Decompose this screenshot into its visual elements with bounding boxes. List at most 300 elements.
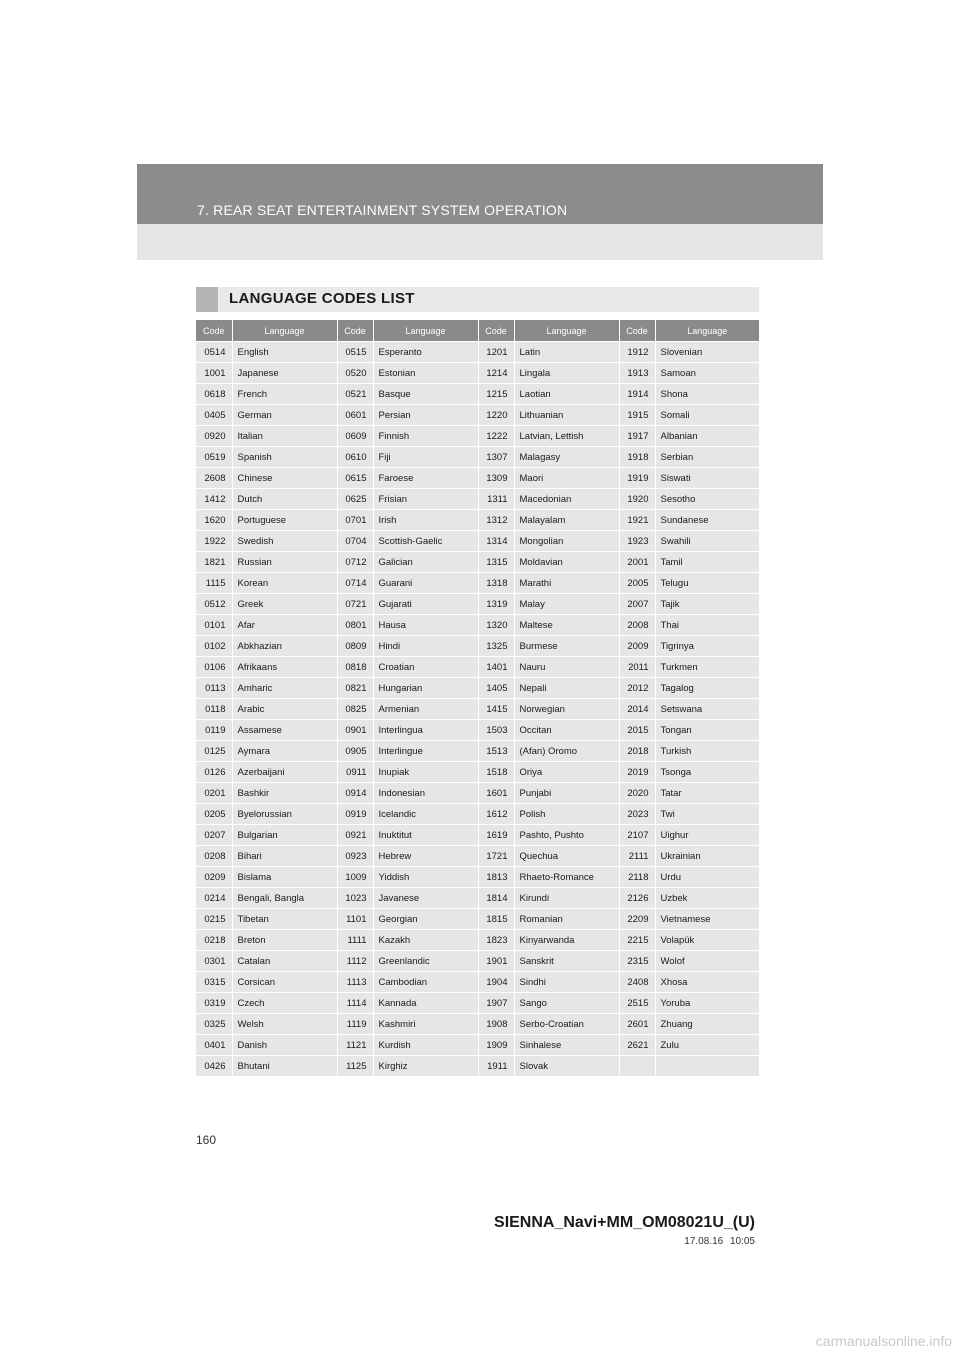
language-name-cell: Xhosa — [655, 972, 759, 993]
language-code-cell: 0218 — [196, 930, 232, 951]
language-name-cell: Arabic — [232, 699, 337, 720]
language-code-cell: 1918 — [619, 447, 655, 468]
language-code-cell: 0625 — [337, 489, 373, 510]
language-code-cell: 1125 — [337, 1056, 373, 1077]
language-code-cell: 0208 — [196, 846, 232, 867]
language-code-cell: 0119 — [196, 720, 232, 741]
table-row — [196, 405, 759, 426]
language-name-cell: Korean — [232, 573, 337, 594]
language-code-cell: 1911 — [478, 1056, 514, 1077]
language-code-cell: 0209 — [196, 867, 232, 888]
language-name-cell: Tamil — [655, 552, 759, 573]
column-header: Language — [514, 320, 619, 342]
language-code-cell: 1315 — [478, 552, 514, 573]
language-name-cell: Malagasy — [514, 447, 619, 468]
language-name-cell: Latin — [514, 342, 619, 363]
language-code-cell: 0520 — [337, 363, 373, 384]
language-name-cell: Catalan — [232, 951, 337, 972]
chapter-header-subband — [137, 224, 823, 260]
language-name-cell: (Afan) Oromo — [514, 741, 619, 762]
language-name-cell: Sesotho — [655, 489, 759, 510]
language-name-cell: Sundanese — [655, 510, 759, 531]
language-code-cell: 0301 — [196, 951, 232, 972]
language-name-cell: Swedish — [232, 531, 337, 552]
table-row — [196, 972, 759, 993]
language-code-cell: 1908 — [478, 1014, 514, 1035]
column-header: Code — [619, 320, 655, 342]
language-code-cell: 2011 — [619, 657, 655, 678]
language-name-cell: Tajik — [655, 594, 759, 615]
language-code-cell: 0106 — [196, 657, 232, 678]
language-name-cell: Kannada — [373, 993, 478, 1014]
language-code-cell: 0515 — [337, 342, 373, 363]
language-code-cell: 0825 — [337, 699, 373, 720]
language-name-cell: Bislama — [232, 867, 337, 888]
language-name-cell: Estonian — [373, 363, 478, 384]
language-code-cell: 0701 — [337, 510, 373, 531]
language-name-cell: Aymara — [232, 741, 337, 762]
language-code-cell: 1111 — [337, 930, 373, 951]
language-code-cell: 2209 — [619, 909, 655, 930]
table-row — [196, 636, 759, 657]
language-name-cell: Azerbaijani — [232, 762, 337, 783]
language-code-cell: 1220 — [478, 405, 514, 426]
language-name-cell: Hausa — [373, 615, 478, 636]
language-name-cell: Frisian — [373, 489, 478, 510]
language-name-cell: Zulu — [655, 1035, 759, 1056]
language-name-cell: Amharic — [232, 678, 337, 699]
language-code-cell: 1612 — [478, 804, 514, 825]
language-name-cell: Occitan — [514, 720, 619, 741]
language-name-cell: Serbo-Croatian — [514, 1014, 619, 1035]
language-code-cell: 0914 — [337, 783, 373, 804]
language-code-cell: 1814 — [478, 888, 514, 909]
language-code-cell: 2018 — [619, 741, 655, 762]
language-name-cell: Welsh — [232, 1014, 337, 1035]
language-name-cell: Rhaeto-Romance — [514, 867, 619, 888]
language-name-cell: Polish — [514, 804, 619, 825]
language-code-cell: 1503 — [478, 720, 514, 741]
language-code-cell: 1518 — [478, 762, 514, 783]
language-name-cell: Yiddish — [373, 867, 478, 888]
table-row — [196, 804, 759, 825]
language-name-cell: Maori — [514, 468, 619, 489]
language-code-cell: 1821 — [196, 552, 232, 573]
language-code-cell: 0911 — [337, 762, 373, 783]
language-code-cell: 2023 — [619, 804, 655, 825]
table-row — [196, 468, 759, 489]
language-name-cell: Byelorussian — [232, 804, 337, 825]
language-code-cell: 2008 — [619, 615, 655, 636]
language-code-cell: 2118 — [619, 867, 655, 888]
language-code-cell: 0126 — [196, 762, 232, 783]
language-codes-table — [196, 320, 759, 1076]
language-code-cell: 0923 — [337, 846, 373, 867]
language-name-cell: Danish — [232, 1035, 337, 1056]
language-name-cell: Somali — [655, 405, 759, 426]
language-code-cell: 1405 — [478, 678, 514, 699]
language-code-cell: 0319 — [196, 993, 232, 1014]
column-header: Language — [655, 320, 759, 342]
language-name-cell: Faroese — [373, 468, 478, 489]
language-name-cell: Uighur — [655, 825, 759, 846]
language-name-cell: Tibetan — [232, 909, 337, 930]
language-name-cell: Abkhazian — [232, 636, 337, 657]
language-name-cell: Slovenian — [655, 342, 759, 363]
table-row — [196, 1056, 759, 1077]
table-row — [196, 447, 759, 468]
language-name-cell: Afar — [232, 615, 337, 636]
language-name-cell: Swahili — [655, 531, 759, 552]
language-name-cell: Sindhi — [514, 972, 619, 993]
language-code-cell: 1325 — [478, 636, 514, 657]
language-code-cell: 0521 — [337, 384, 373, 405]
language-name-cell: Ukrainian — [655, 846, 759, 867]
language-name-cell: Scottish-Gaelic — [373, 531, 478, 552]
language-name-cell: Kirghiz — [373, 1056, 478, 1077]
table-row — [196, 951, 759, 972]
language-code-cell: 1314 — [478, 531, 514, 552]
language-code-cell: 1113 — [337, 972, 373, 993]
table-row — [196, 1014, 759, 1035]
language-name-cell: Hindi — [373, 636, 478, 657]
language-code-cell: 1311 — [478, 489, 514, 510]
language-name-cell: Macedonian — [514, 489, 619, 510]
language-name-cell: Italian — [232, 426, 337, 447]
language-code-cell: 1921 — [619, 510, 655, 531]
language-name-cell: Gujarati — [373, 594, 478, 615]
language-code-cell: 2019 — [619, 762, 655, 783]
language-code-cell: 0426 — [196, 1056, 232, 1077]
table-row — [196, 783, 759, 804]
language-code-cell: 0214 — [196, 888, 232, 909]
language-name-cell: Setswana — [655, 699, 759, 720]
table-row — [196, 720, 759, 741]
language-name-cell: German — [232, 405, 337, 426]
language-name-cell: Georgian — [373, 909, 478, 930]
language-name-cell: Tigrinya — [655, 636, 759, 657]
language-name-cell — [655, 1056, 759, 1077]
language-code-cell: 0921 — [337, 825, 373, 846]
language-code-cell: 0118 — [196, 699, 232, 720]
language-code-cell: 2020 — [619, 783, 655, 804]
language-code-cell: 0215 — [196, 909, 232, 930]
language-name-cell: Maltese — [514, 615, 619, 636]
language-code-cell: 1904 — [478, 972, 514, 993]
language-code-cell: 2009 — [619, 636, 655, 657]
language-code-cell: 1901 — [478, 951, 514, 972]
language-code-cell: 1319 — [478, 594, 514, 615]
language-name-cell: Indonesian — [373, 783, 478, 804]
language-name-cell: Uzbek — [655, 888, 759, 909]
language-code-cell: 2215 — [619, 930, 655, 951]
language-name-cell: Marathi — [514, 573, 619, 594]
table-row — [196, 510, 759, 531]
language-name-cell: Turkish — [655, 741, 759, 762]
language-code-cell: 0712 — [337, 552, 373, 573]
language-name-cell: Wolof — [655, 951, 759, 972]
language-name-cell: Turkmen — [655, 657, 759, 678]
table-row — [196, 615, 759, 636]
language-code-cell: 2621 — [619, 1035, 655, 1056]
language-code-cell: 1320 — [478, 615, 514, 636]
table-row — [196, 741, 759, 762]
language-code-cell: 2408 — [619, 972, 655, 993]
language-name-cell: Serbian — [655, 447, 759, 468]
language-name-cell: Burmese — [514, 636, 619, 657]
language-name-cell: Bengali, Bangla — [232, 888, 337, 909]
language-name-cell: Slovak — [514, 1056, 619, 1077]
table-row — [196, 594, 759, 615]
language-name-cell: Laotian — [514, 384, 619, 405]
language-code-cell: 1214 — [478, 363, 514, 384]
language-name-cell: Javanese — [373, 888, 478, 909]
language-name-cell: Croatian — [373, 657, 478, 678]
language-name-cell: Yoruba — [655, 993, 759, 1014]
language-name-cell: Tsonga — [655, 762, 759, 783]
language-name-cell: Guarani — [373, 573, 478, 594]
language-code-cell: 2111 — [619, 846, 655, 867]
section-heading — [196, 287, 759, 312]
language-name-cell: Russian — [232, 552, 337, 573]
language-code-cell: 0601 — [337, 405, 373, 426]
language-code-cell: 1909 — [478, 1035, 514, 1056]
language-code-cell: 1115 — [196, 573, 232, 594]
language-name-cell: Afrikaans — [232, 657, 337, 678]
language-name-cell: Spanish — [232, 447, 337, 468]
language-name-cell: Oriya — [514, 762, 619, 783]
language-code-cell: 1215 — [478, 384, 514, 405]
language-code-cell: 1318 — [478, 573, 514, 594]
language-name-cell: Corsican — [232, 972, 337, 993]
table-row — [196, 384, 759, 405]
language-name-cell: Greek — [232, 594, 337, 615]
language-code-cell: 1922 — [196, 531, 232, 552]
print-timestamp: 17.08.16 10:05 — [684, 1236, 755, 1247]
language-code-cell: 1923 — [619, 531, 655, 552]
language-name-cell: French — [232, 384, 337, 405]
table-row — [196, 573, 759, 594]
language-code-cell: 2515 — [619, 993, 655, 1014]
language-name-cell: Tongan — [655, 720, 759, 741]
language-code-cell: 0113 — [196, 678, 232, 699]
column-header: Language — [373, 320, 478, 342]
language-code-cell: 1907 — [478, 993, 514, 1014]
language-code-cell: 1309 — [478, 468, 514, 489]
language-code-cell: 0512 — [196, 594, 232, 615]
language-name-cell: Malay — [514, 594, 619, 615]
language-name-cell: Twi — [655, 804, 759, 825]
language-name-cell: Siswati — [655, 468, 759, 489]
table-row — [196, 342, 759, 363]
language-code-cell: 1513 — [478, 741, 514, 762]
language-code-cell: 1412 — [196, 489, 232, 510]
table-row — [196, 426, 759, 447]
language-name-cell: Norwegian — [514, 699, 619, 720]
table-row — [196, 699, 759, 720]
table-row — [196, 888, 759, 909]
language-name-cell: Sanskrit — [514, 951, 619, 972]
language-code-cell: 0125 — [196, 741, 232, 762]
language-code-cell: 1823 — [478, 930, 514, 951]
heading-marker — [196, 287, 218, 312]
language-code-cell: 0821 — [337, 678, 373, 699]
table-row — [196, 552, 759, 573]
table-row — [196, 531, 759, 552]
table-row — [196, 846, 759, 867]
language-code-cell: 0618 — [196, 384, 232, 405]
language-code-cell: 1915 — [619, 405, 655, 426]
language-name-cell: Kazakh — [373, 930, 478, 951]
chapter-title: 7. REAR SEAT ENTERTAINMENT SYSTEM OPERATION — [197, 202, 568, 218]
language-name-cell: Finnish — [373, 426, 478, 447]
chapter-header-band — [137, 164, 823, 224]
language-name-cell: Thai — [655, 615, 759, 636]
language-code-cell: 0519 — [196, 447, 232, 468]
language-code-cell: 1307 — [478, 447, 514, 468]
language-name-cell: Lithuanian — [514, 405, 619, 426]
language-code-cell: 1620 — [196, 510, 232, 531]
language-code-cell: 1912 — [619, 342, 655, 363]
language-code-cell: 1919 — [619, 468, 655, 489]
language-code-cell: 0101 — [196, 615, 232, 636]
language-name-cell: Inupiak — [373, 762, 478, 783]
language-code-cell: 0514 — [196, 342, 232, 363]
language-code-cell: 1312 — [478, 510, 514, 531]
language-name-cell: Hebrew — [373, 846, 478, 867]
language-code-cell: 1201 — [478, 342, 514, 363]
language-code-cell: 2014 — [619, 699, 655, 720]
language-name-cell: Icelandic — [373, 804, 478, 825]
language-code-cell: 1114 — [337, 993, 373, 1014]
language-code-cell: 0714 — [337, 573, 373, 594]
language-code-cell: 1119 — [337, 1014, 373, 1035]
language-name-cell: Kinyarwanda — [514, 930, 619, 951]
language-name-cell: Galician — [373, 552, 478, 573]
language-name-cell: Tagalog — [655, 678, 759, 699]
language-code-cell: 0205 — [196, 804, 232, 825]
language-name-cell: Portuguese — [232, 510, 337, 531]
language-code-cell: 0920 — [196, 426, 232, 447]
language-name-cell: Kirundi — [514, 888, 619, 909]
language-code-cell: 1121 — [337, 1035, 373, 1056]
language-code-cell: 1813 — [478, 867, 514, 888]
language-name-cell: Nepali — [514, 678, 619, 699]
language-code-cell: 0609 — [337, 426, 373, 447]
language-name-cell: Urdu — [655, 867, 759, 888]
table-row — [196, 1035, 759, 1056]
language-name-cell: Esperanto — [373, 342, 478, 363]
language-code-cell: 1023 — [337, 888, 373, 909]
table-row — [196, 825, 759, 846]
language-code-cell: 2001 — [619, 552, 655, 573]
language-code-cell: 1914 — [619, 384, 655, 405]
column-header: Code — [337, 320, 373, 342]
language-name-cell: Kurdish — [373, 1035, 478, 1056]
language-name-cell: Dutch — [232, 489, 337, 510]
language-name-cell: Zhuang — [655, 1014, 759, 1035]
section-title: LANGUAGE CODES LIST — [229, 290, 415, 307]
language-code-cell: 1009 — [337, 867, 373, 888]
language-name-cell: Fiji — [373, 447, 478, 468]
language-code-cell: 1619 — [478, 825, 514, 846]
language-code-cell: 0809 — [337, 636, 373, 657]
language-name-cell: Inuktitut — [373, 825, 478, 846]
language-code-cell: 1815 — [478, 909, 514, 930]
language-name-cell: Volapük — [655, 930, 759, 951]
column-header: Language — [232, 320, 337, 342]
language-code-cell: 0401 — [196, 1035, 232, 1056]
language-name-cell: Telugu — [655, 573, 759, 594]
language-code-cell: 0901 — [337, 720, 373, 741]
language-code-cell: 0207 — [196, 825, 232, 846]
language-name-cell: Chinese — [232, 468, 337, 489]
language-code-cell: 1415 — [478, 699, 514, 720]
language-name-cell: Japanese — [232, 363, 337, 384]
language-code-cell: 0325 — [196, 1014, 232, 1035]
language-name-cell: Sango — [514, 993, 619, 1014]
language-code-cell: 0721 — [337, 594, 373, 615]
language-code-cell: 0818 — [337, 657, 373, 678]
language-name-cell: Cambodian — [373, 972, 478, 993]
language-name-cell: Interlingua — [373, 720, 478, 741]
language-name-cell: Vietnamese — [655, 909, 759, 930]
language-name-cell: Interlingue — [373, 741, 478, 762]
language-name-cell: Shona — [655, 384, 759, 405]
language-name-cell: Bashkir — [232, 783, 337, 804]
language-name-cell: Greenlandic — [373, 951, 478, 972]
table-row — [196, 867, 759, 888]
language-code-cell: 0919 — [337, 804, 373, 825]
language-code-cell: 0905 — [337, 741, 373, 762]
language-name-cell: Samoan — [655, 363, 759, 384]
language-code-cell: 2608 — [196, 468, 232, 489]
language-name-cell: Tatar — [655, 783, 759, 804]
language-code-cell: 1101 — [337, 909, 373, 930]
language-name-cell: English — [232, 342, 337, 363]
language-code-cell: 2107 — [619, 825, 655, 846]
language-name-cell: Malayalam — [514, 510, 619, 531]
language-code-cell: 2126 — [619, 888, 655, 909]
language-name-cell: Kashmiri — [373, 1014, 478, 1035]
table-row — [196, 762, 759, 783]
language-name-cell: Assamese — [232, 720, 337, 741]
language-name-cell: Bihari — [232, 846, 337, 867]
language-name-cell: Mongolian — [514, 531, 619, 552]
language-name-cell: Irish — [373, 510, 478, 531]
column-header: Code — [478, 320, 514, 342]
language-code-cell: 1222 — [478, 426, 514, 447]
language-name-cell: Armenian — [373, 699, 478, 720]
language-code-cell: 0801 — [337, 615, 373, 636]
language-name-cell: Romanian — [514, 909, 619, 930]
table-row — [196, 363, 759, 384]
language-code-cell: 1401 — [478, 657, 514, 678]
language-name-cell: Albanian — [655, 426, 759, 447]
language-name-cell: Quechua — [514, 846, 619, 867]
language-name-cell: Punjabi — [514, 783, 619, 804]
language-name-cell: Latvian, Lettish — [514, 426, 619, 447]
language-name-cell: Breton — [232, 930, 337, 951]
language-code-cell: 2315 — [619, 951, 655, 972]
language-name-cell: Lingala — [514, 363, 619, 384]
language-code-cell: 2007 — [619, 594, 655, 615]
language-code-cell: 0610 — [337, 447, 373, 468]
language-code-cell: 1601 — [478, 783, 514, 804]
language-code-cell: 1721 — [478, 846, 514, 867]
language-code-cell: 0201 — [196, 783, 232, 804]
table-row — [196, 993, 759, 1014]
